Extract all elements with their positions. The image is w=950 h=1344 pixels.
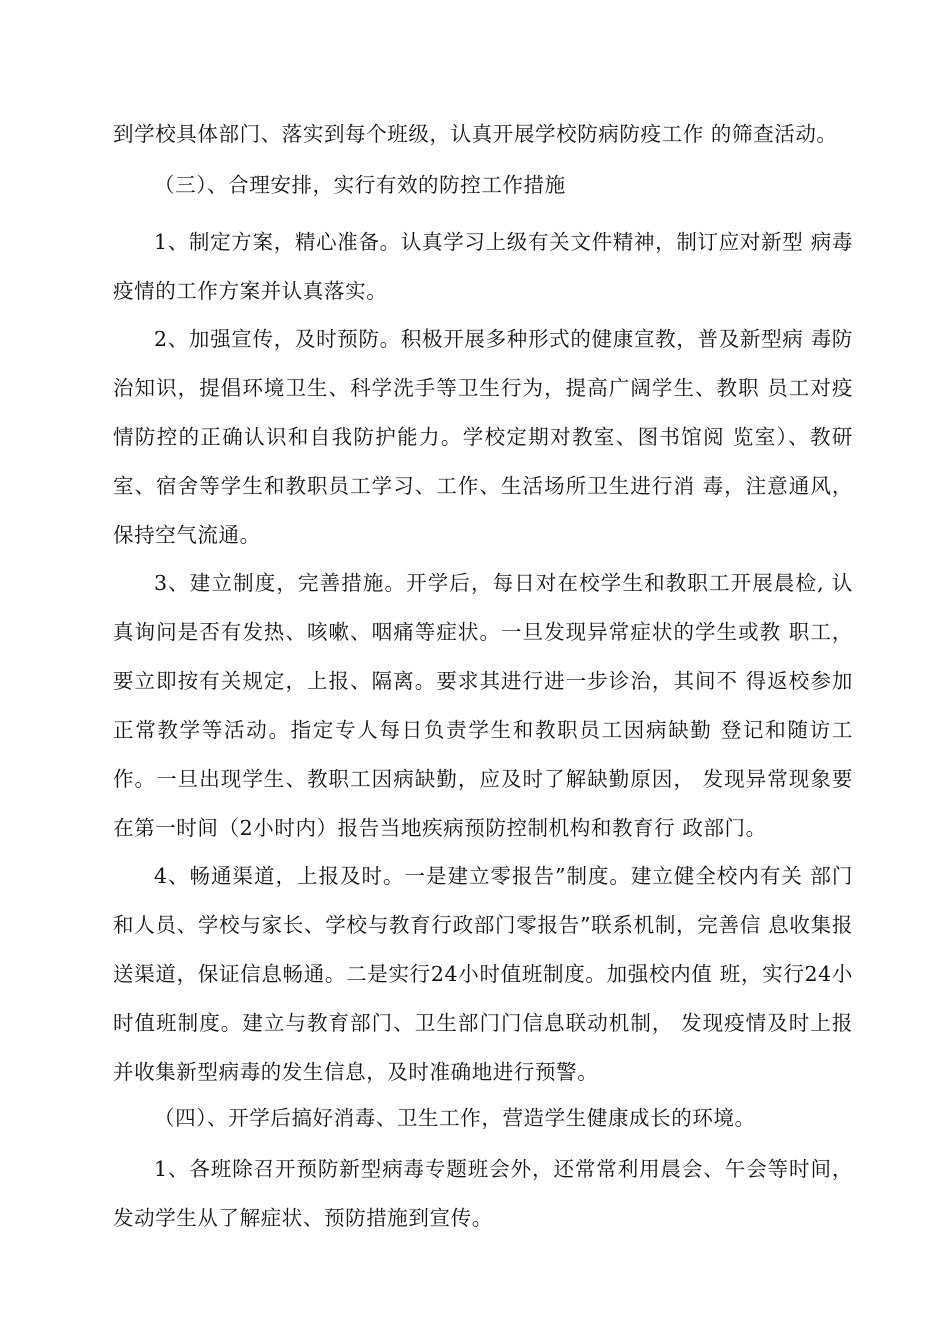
paragraph-item-3: 3、建立制度，完善措施。开学后，每日对在校学生和教职工开展晨检, 认真询问是否有发热、咳嗽、咽痛等症状。一旦发现异常症状的学生或教 职工，要立即按有关规定，上报、隔离。要求其进行进一步诊治，其间不 得返校参加正常教学等活动。指定专人每日负责学生和教职员工因病缺勤 登记和随访工作。一旦出现学生、教职工因病缺勤，应及时了解缺勤原因， 发现异常现象要在第一时间（2小时内）报告当地疾病预防控制机构和教育行 政部门。 <box>113 571 853 840</box>
paragraph-item-1: 1、制定方案，精心准备。认真学习上级有关文件精神，制订应对新型 病毒疫情的工作方案并认真落实。 <box>113 230 853 303</box>
paragraph-section4-item-1: 1、各班除召开预防新型病毒专题班会外，还常常利用晨会、午会等时间，发动学生从了解症状、预防措施到宣传。 <box>113 1157 853 1230</box>
paragraph-item-2: 2、加强宣传，及时预防。积极开展多种形式的健康宣教，普及新型病 毒防治知识，提倡环境卫生、科学洗手等卫生行为，提高广阔学生、教职 员工对疫情防控的正确认识和自我防护能力。学校定期对教室、图书馆阅 览室）、教研室、宿舍等学生和教职员工学习、工作、生活场所卫生进行消 毒，注意通风，保持空气流通。 <box>113 327 853 547</box>
section-heading-3: （三）、合理安排，实行有效的防控工作措施 <box>154 173 566 197</box>
section-heading-4: （四）、开学后搞好消毒、卫生工作，营造学生健康成长的环境。 <box>154 1106 756 1130</box>
paragraph-continuation: 到学校具体部门、落实到每个班级，认真开展学校防病防疫工作 的筛查活动。 <box>113 122 838 146</box>
paragraph-item-4: 4、畅通渠道，上报及时。一是建立零报告”制度。建立健全校内有关 部门和人员、学校与家长、学校与教育行政部门零报告”联系机制，完善信 息收集报送渠道，保证信息畅通。二是实行24小时值班制度。加强校内值 班，实行24小时值班制度。建立与教育部门、卫生部门门信息联动机制， 发现疫情及时上报并收集新型病毒的发生信息，及时准确地进行预警。 <box>113 864 853 1084</box>
